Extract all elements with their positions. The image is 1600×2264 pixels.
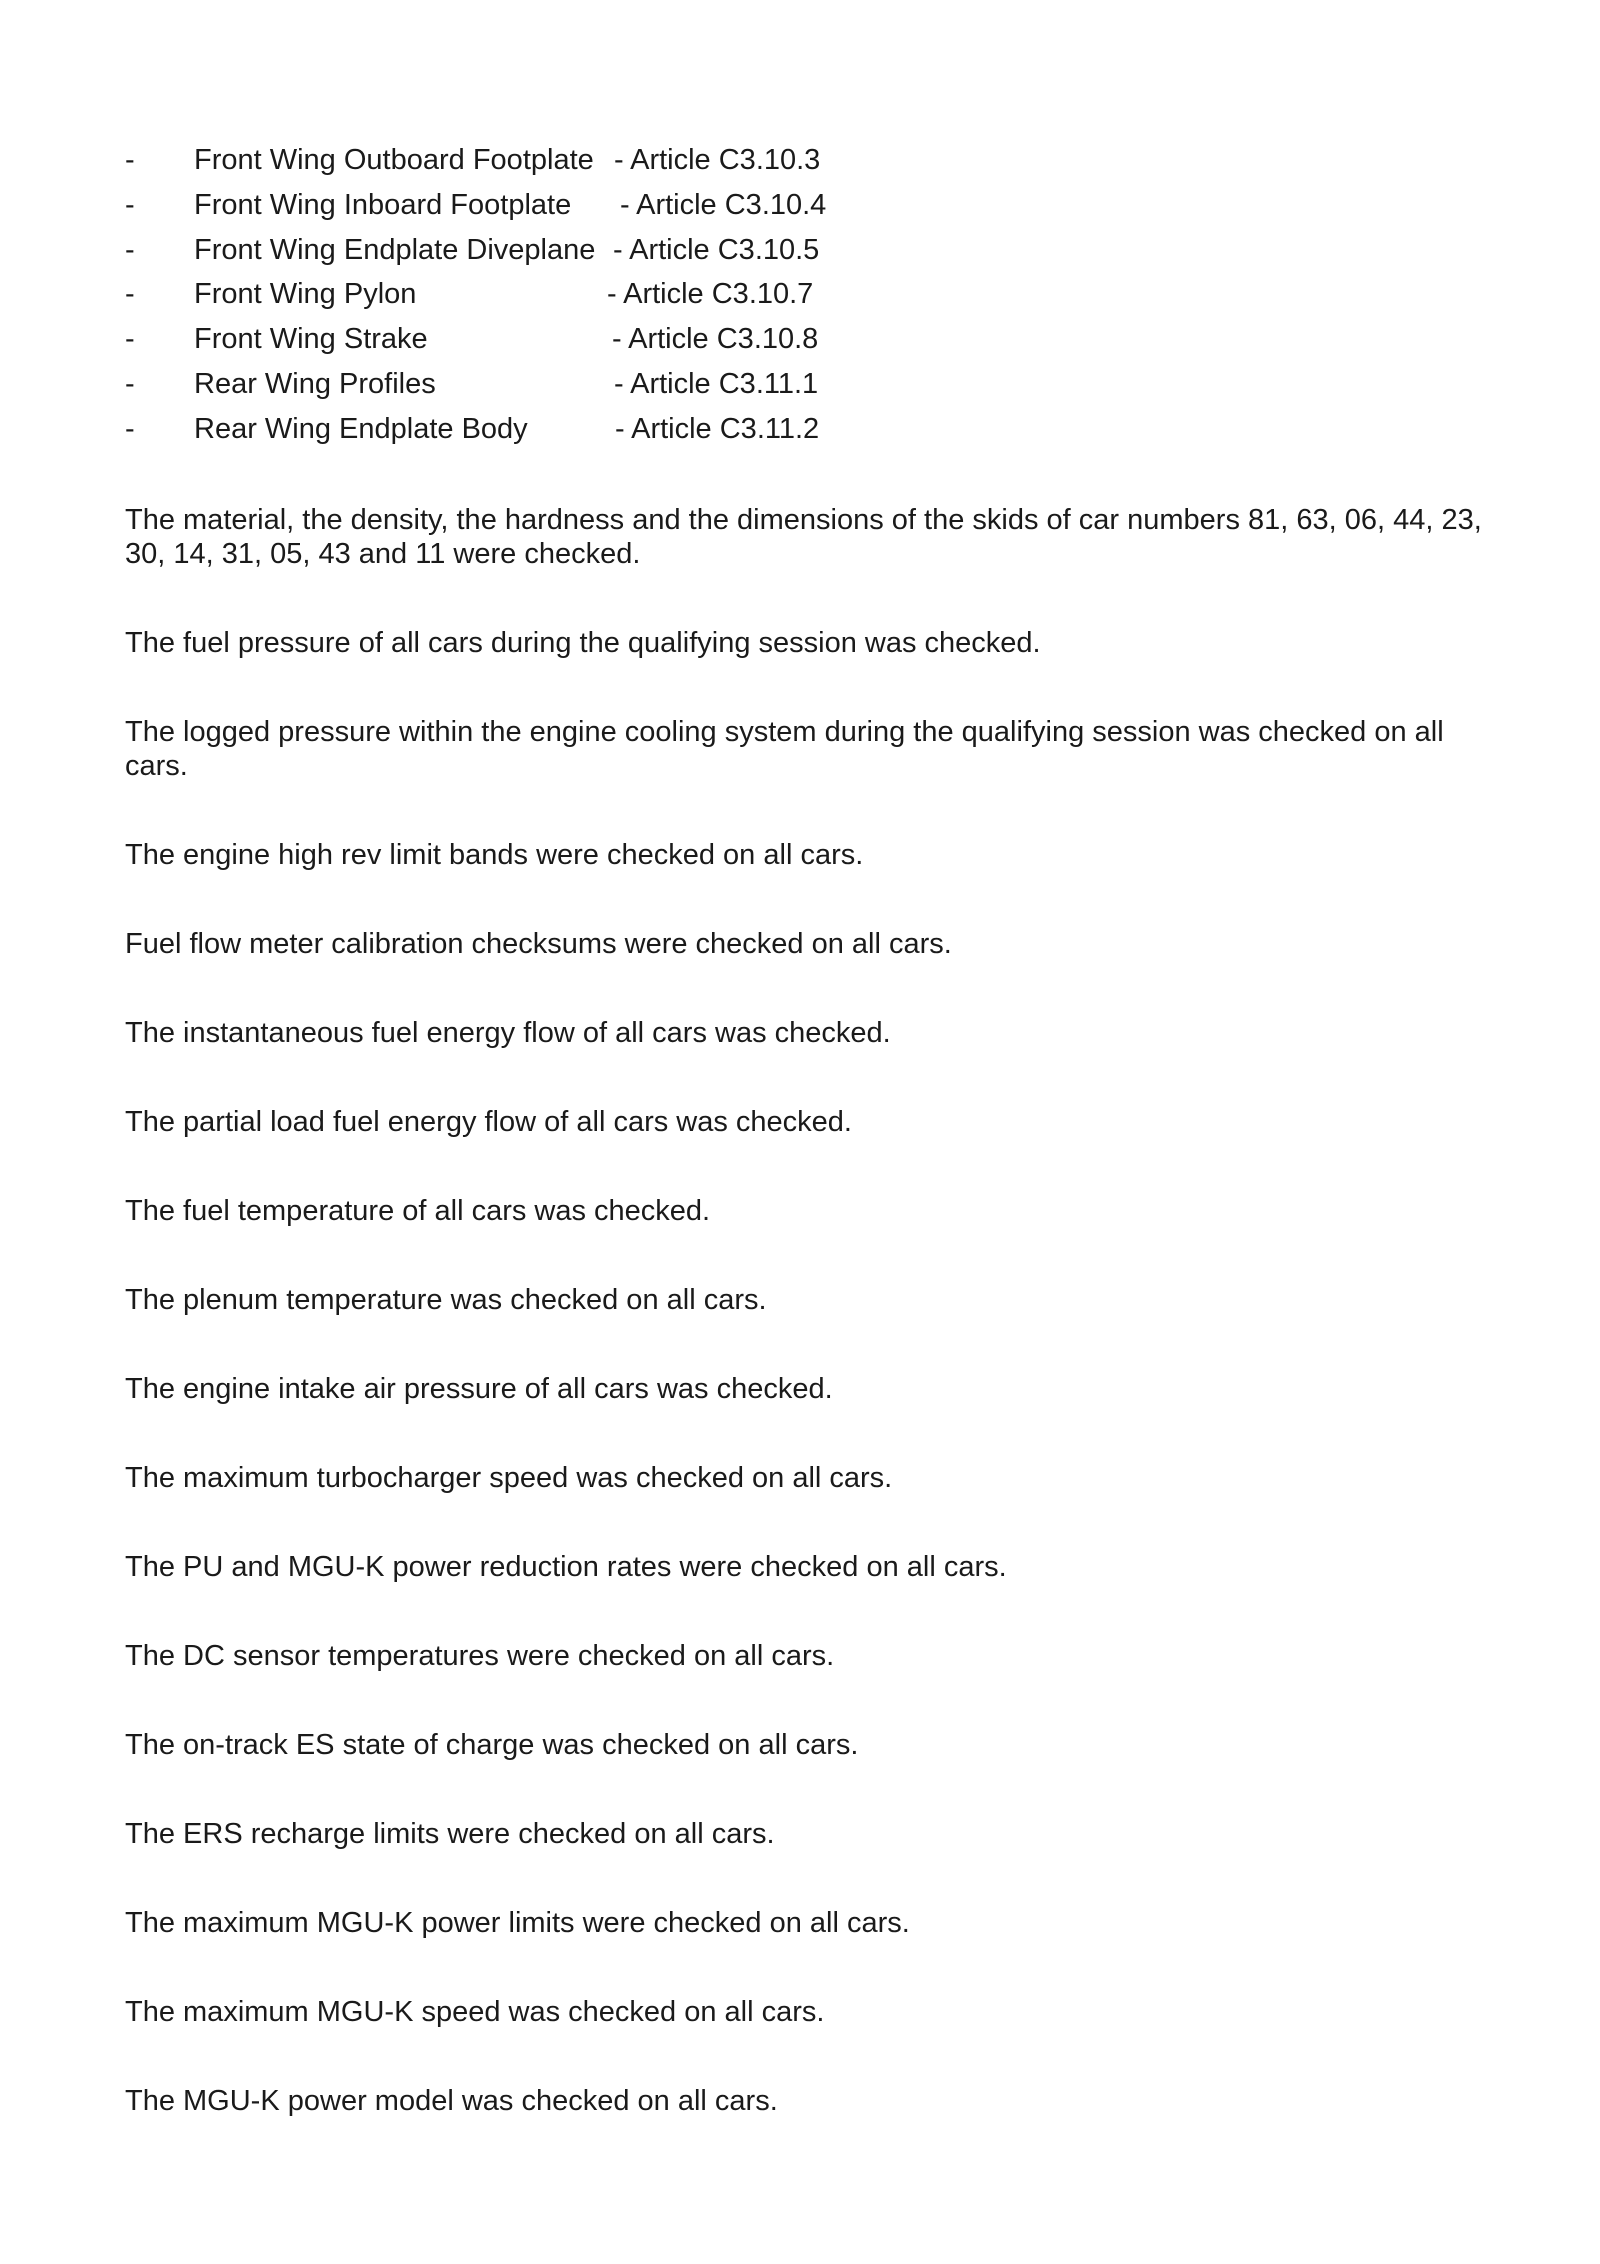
list-item [125,187,1325,232]
paragraph-partial-load-fuel-flow: The partial load fuel energy flow of all cars was checked. [125,1106,852,1138]
article-reference: - Article C3.10.5 [613,233,820,266]
paragraph-fuel-temperature: The fuel temperature of all cars was checked. [125,1195,711,1227]
list-item [125,321,1325,366]
paragraph-intake-air-pressure: The engine intake air pressure of all cars was checked. [125,1373,833,1405]
article-reference: - Article C3.10.7 [607,278,814,311]
paragraph-turbocharger-speed: The maximum turbocharger speed was checked on all cars. [125,1462,893,1494]
component-name: Front Wing Strake [194,323,428,356]
paragraph-rev-limit: The engine high rev limit bands were checked on all cars. [125,839,864,871]
article-reference: - Article C3.11.1 [614,367,819,400]
article-reference: - Article C3.10.8 [612,323,819,356]
paragraph-instantaneous-fuel-flow: The instantaneous fuel energy flow of all cars was checked. [125,1017,891,1049]
paragraph-mguk-speed: The maximum MGU-K speed was checked on all cars. [125,1996,825,2028]
article-reference: - Article C3.10.4 [620,188,827,221]
paragraph-mguk-power-limits: The maximum MGU-K power limits were checked on all cars. [125,1907,910,1939]
component-name: Front Wing Outboard Footplate [194,144,594,176]
component-name: Rear Wing Profiles [194,367,436,400]
paragraph-plenum-temperature: The plenum temperature was checked on all cars. [125,1284,767,1316]
component-list [125,142,1325,456]
list-dash: - [125,144,135,176]
paragraph-es-state-of-charge: The on-track ES state of charge was checked on all cars. [125,1729,859,1761]
list-dash: - [125,278,135,311]
paragraph-fuel-flow-meter: Fuel flow meter calibration checksums were checked on all cars. [125,928,952,960]
list-dash: - [125,367,135,400]
paragraph-skids-check: The material, the density, the hardness and the dimensions of the skids of car numbers 81, 63, 06, 44, 23, 30, 14, 31, 05, 43 and 11 were checked. [125,504,1482,570]
component-name: Front Wing Endplate Diveplane [194,233,596,266]
list-item [125,142,1325,187]
component-name: Rear Wing Endplate Body [194,412,528,445]
paragraph-cooling-pressure: The logged pressure within the engine cooling system during the qualifying session was checked on all cars. [125,716,1444,782]
list-dash: - [125,412,135,445]
list-dash: - [125,188,135,221]
paragraph-dc-sensor: The DC sensor temperatures were checked on all cars. [125,1640,835,1672]
component-name: Front Wing Pylon [194,278,417,311]
paragraph-power-reduction: The PU and MGU-K power reduction rates were checked on all cars. [125,1551,1007,1583]
paragraph-mguk-power-model: The MGU-K power model was checked on all cars. [125,2085,778,2117]
paragraph-fuel-pressure: The fuel pressure of all cars during the qualifying session was checked. [125,627,1041,659]
list-dash: - [125,233,135,266]
list-item [125,411,1325,456]
paragraph-ers-recharge: The ERS recharge limits were checked on all cars. [125,1818,775,1850]
list-item [125,366,1325,411]
component-name: Front Wing Inboard Footplate [194,188,572,221]
list-item [125,232,1325,277]
article-reference: - Article C3.10.3 [614,144,821,176]
list-dash: - [125,323,135,356]
list-item [125,276,1325,321]
article-reference: - Article C3.11.2 [615,412,820,445]
